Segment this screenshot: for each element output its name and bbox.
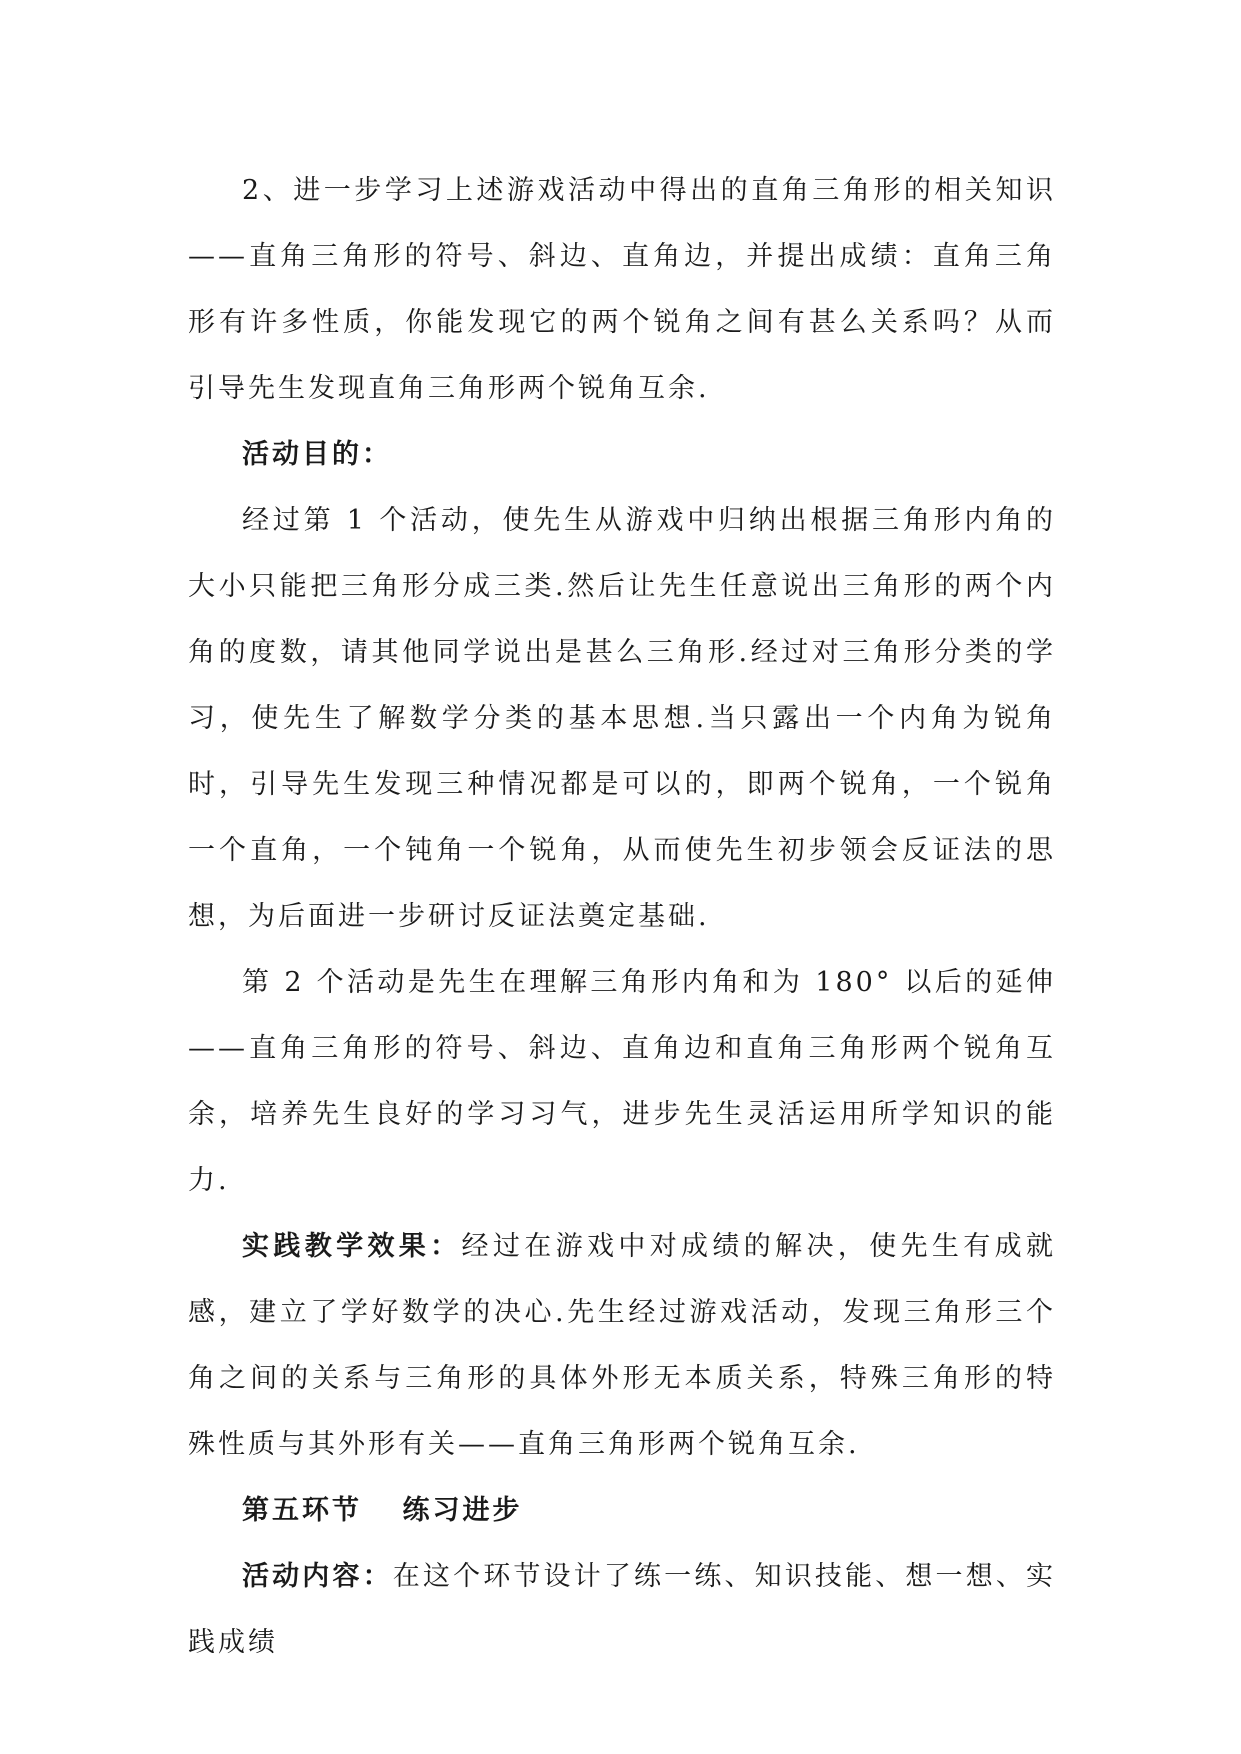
activity-content-label: 活动内容： — [242, 1561, 393, 1592]
section-number: 第五环节 — [242, 1495, 362, 1526]
paragraph-purpose-activity-1: 经过第 1 个活动，使先生从游戏中归纳出根据三角形内角的大小只能把三角形分成三类.然后让先生任意说出三角形的两个内角的度数，请其他同学说出是甚么三角形.经过对三角形分类的学习，使先生了解数学分类的基本思想.当只露出一个内角为锐角时，引导先生发现三种情况都是可以的，即两个锐角，一个锐角一个直角，一个钝角一个锐角，从而使先生初步领会反证法的思想，为后面进一步研讨反证法奠定基础. — [188, 505, 1056, 932]
paragraph-activity-2: 2、进一步学习上述游戏活动中得出的直角三角形的相关知识——直角三角形的符号、斜边、直角边，并提出成绩：直角三角形有许多性质，你能发现它的两个锐角之间有甚么关系吗？从而引导先生发现直角三角形两个锐角互余. — [188, 175, 1056, 404]
teaching-effect-text: 经过在游戏中对成绩的解决，使先生有成就感，建立了学好数学的决心.先生经过游戏活动，发现三角形三个角之间的关系与三角形的具体外形无本质关系，特殊三角形的特殊性质与其外形有关——直角三角形两个锐角互余. — [188, 1231, 1057, 1460]
heading-activity-purpose: 活动目的： — [242, 439, 392, 470]
paragraph-activity-content — [188, 1544, 1056, 1676]
heading-section-five — [188, 1478, 1056, 1544]
teaching-effect-label: 实践教学效果： — [242, 1231, 462, 1262]
activity-content-text: 在这个环节设计了练一练、知识技能、想一想、实践成绩 — [188, 1561, 1057, 1658]
paragraph-teaching-effect — [188, 1214, 1056, 1478]
section-title: 练习进步 — [402, 1495, 523, 1526]
paragraph-purpose-activity-2: 第 2 个活动是先生在理解三角形内角和为 180° 以后的延伸——直角三角形的符号、斜边、直角边和直角三角形两个锐角互余，培养先生良好的学习习气，进步先生灵活运用所学知识的能力. — [188, 967, 1056, 1196]
document-page — [188, 158, 1056, 1676]
